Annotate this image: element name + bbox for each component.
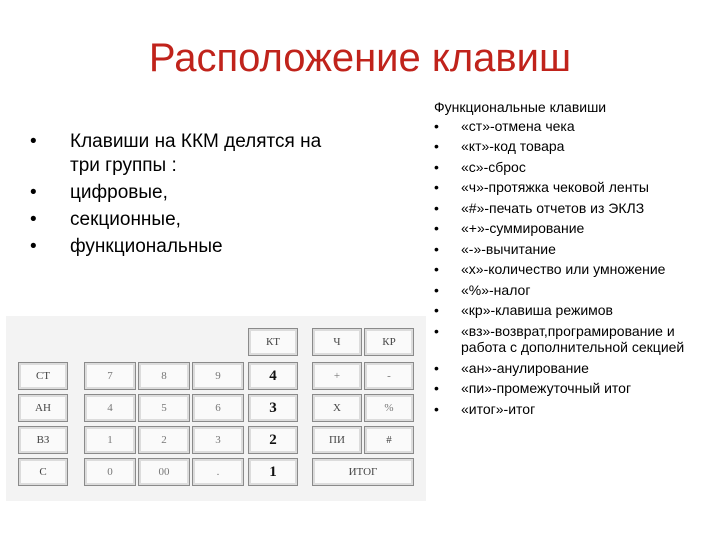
keyboard-key: 2 bbox=[248, 426, 298, 454]
list-item: • «итог»-итог bbox=[434, 400, 536, 417]
keyboard-key: С bbox=[18, 458, 68, 486]
keyboard-key: 9 bbox=[192, 362, 244, 390]
keyboard-key: КТ bbox=[248, 328, 298, 356]
keyboard-key: Ч bbox=[312, 328, 362, 356]
keyboard-image bbox=[6, 316, 426, 501]
list-item: • «+»-суммирование bbox=[434, 220, 585, 236]
list-item: • секционные, bbox=[30, 209, 181, 230]
keyboard-key: 0 bbox=[84, 458, 136, 486]
keyboard-key: 1 bbox=[84, 426, 136, 454]
keyboard-key: - bbox=[364, 362, 414, 390]
keyboard-key: # bbox=[364, 426, 414, 454]
list-item: • «ан»-анулирование bbox=[434, 359, 589, 376]
list-item: • «вз»-возврат,програмирование и работа с дополнительной секцией bbox=[434, 322, 685, 355]
keyboard-key: 00 bbox=[138, 458, 190, 486]
keyboard-key: 7 bbox=[84, 362, 136, 390]
keyboard-key: 8 bbox=[138, 362, 190, 390]
list-item: • Клавиши на ККМ делятся на три группы : bbox=[30, 131, 322, 176]
list-item: • «кт»-код товара bbox=[434, 138, 565, 154]
function-keys-panel bbox=[434, 99, 714, 421]
list-item: • «-»-вычитание bbox=[434, 240, 556, 257]
list-item: • «пи»-промежуточный итог bbox=[434, 380, 632, 396]
keyboard-key: 1 bbox=[248, 458, 298, 486]
keyboard-key: 4 bbox=[248, 362, 298, 390]
list-item: • «#»-печать отчетов из ЭКЛЗ bbox=[434, 199, 645, 216]
list-item: • функциональные bbox=[30, 236, 223, 257]
keyboard-key: 6 bbox=[192, 394, 244, 422]
keyboard-key: 3 bbox=[248, 394, 298, 422]
list-item: • цифровые, bbox=[30, 182, 168, 203]
keyboard-key: 4 bbox=[84, 394, 136, 422]
keyboard-key: . bbox=[192, 458, 244, 486]
keyboard-key: + bbox=[312, 362, 362, 390]
keyboard-key: ВЗ bbox=[18, 426, 68, 454]
keyboard-key: КР bbox=[364, 328, 414, 356]
list-item: • «ст»-отмена чека bbox=[434, 117, 575, 134]
keyboard-key: % bbox=[364, 394, 414, 422]
keyboard-key: СТ bbox=[18, 362, 68, 390]
list-item: • «с»-сброс bbox=[434, 158, 526, 175]
list-item: • «%»-налог bbox=[434, 281, 531, 298]
function-keys-list bbox=[434, 118, 714, 418]
keyboard-key: 3 bbox=[192, 426, 244, 454]
keyboard-key: X bbox=[312, 394, 362, 422]
keyboard-key: АН bbox=[18, 394, 68, 422]
slide-title: Расположение клавиш bbox=[148, 36, 572, 80]
list-item: • «х»-количество или умножение bbox=[434, 261, 666, 277]
keyboard-key: ПИ bbox=[312, 426, 362, 454]
list-item: • «ч»-протяжка чековой ленты bbox=[434, 179, 649, 195]
list-item: • «кр»-клавиша режимов bbox=[434, 302, 613, 318]
keyboard-key: 5 bbox=[138, 394, 190, 422]
keyboard-key: 2 bbox=[138, 426, 190, 454]
function-keys-heading: Функциональные клавиши bbox=[434, 99, 607, 115]
key-groups-list bbox=[26, 130, 356, 259]
keyboard-key: ИТОГ bbox=[312, 458, 414, 486]
